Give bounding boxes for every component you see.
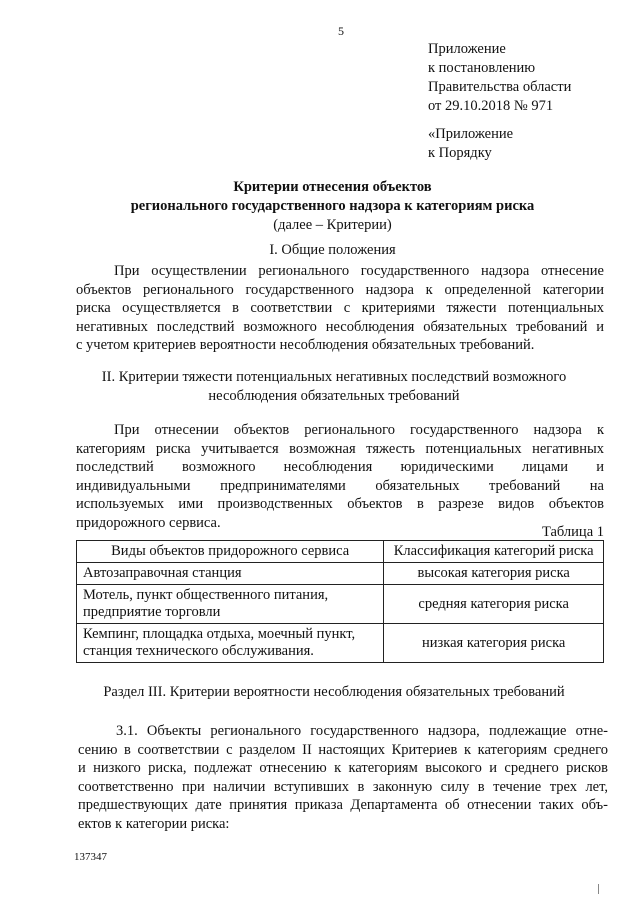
paragraph-line: последствий возможного несоблюдения юридическими лицами и (76, 459, 604, 475)
attachment-line: Приложение (428, 41, 506, 57)
paragraph-line: сению в соответствии с разделом II настоящих Критериев к категориям среднего (78, 741, 608, 758)
section-2-paragraph (76, 421, 604, 532)
section-1-paragraph (76, 262, 604, 355)
section-3-paragraph (78, 722, 608, 833)
paragraph-line: 3.1. Объекты регионального государственного надзора, подлежащие отне- (116, 723, 608, 739)
risk-category-table (76, 540, 604, 663)
paragraph-line: используемых ими производственных объектов в разрезе видов объектов (76, 496, 604, 512)
paragraph-line: и низкого риска, подлежат отнесению к категориям высокого и среднего рисков (78, 760, 608, 776)
paragraph-line: объектов регионального государственного надзора к определенной категории (76, 281, 604, 298)
object-type-cell: Кемпинг, площадка отдыха, моечный пункт, станция технического обслуживания. (77, 624, 384, 663)
risk-category-cell: низкая категория риска (384, 624, 604, 663)
paragraph-line: категориям риска учитывается возможная тяжесть потенциальных негативных (76, 440, 604, 457)
attachment-block-procedure (428, 125, 513, 163)
paragraph-line: негативных последствий возможного несоблюдения обязательных требований и (76, 318, 604, 335)
paragraph-line: соответственно при наличии вступивших в законную силу в течение трех лет, (78, 778, 608, 795)
attachment-line: от 29.10.2018 № 971 (428, 98, 554, 114)
table-caption: Таблица 1 (541, 524, 604, 540)
attachment-line: к постановлению (428, 60, 536, 76)
paragraph-line: При отнесении объектов регионального государственного надзора к (114, 422, 604, 438)
paragraph-line: придорожного сервиса. (76, 514, 221, 531)
table-row (77, 585, 604, 624)
table-header-row (77, 541, 604, 563)
risk-category-cell: средняя категория риска (384, 585, 604, 624)
table-header-cell: Виды объектов придорожного сервиса (77, 541, 384, 563)
risk-category-cell: высокая категория риска (384, 563, 604, 585)
section-2-heading (60, 368, 608, 405)
section-3-heading: Раздел III. Критерии вероятности несоблюдения обязательных требований (103, 684, 565, 700)
section-2-heading-line: несоблюдения обязательных требований (208, 387, 460, 404)
attachment-block (428, 40, 571, 116)
section-2-heading-line: II. Критерии тяжести потенциальных негативных последствий возможного (101, 369, 567, 385)
attachment-line: Правительства области (428, 79, 572, 95)
paragraph-line: с учетом критериев вероятности несоблюдения обязательных требований. (76, 337, 535, 353)
document-title-line-3: (далее – Критерии) (273, 217, 392, 233)
page-number: 5 (338, 24, 344, 38)
document-title-line-1: Критерии отнесения объектов (233, 179, 432, 195)
paragraph-line: При осуществлении регионального государственного надзора отнесение (114, 263, 604, 279)
paragraph-line: индивидуальными предпринимателями обязательных требований на (76, 477, 604, 494)
table-row (77, 624, 604, 663)
table-row (77, 563, 604, 585)
attachment-line: к Порядку (428, 145, 492, 161)
table-header-cell: Классификация категорий риска (384, 541, 604, 563)
section-1-heading: I. Общие положения (269, 242, 396, 258)
object-type-cell: Автозаправочная станция (77, 563, 384, 585)
attachment-line: «Приложение (428, 126, 514, 142)
paragraph-line: ектов к категории риска: (78, 815, 230, 832)
paragraph-line: предшествующих дате принятия приказа Департамента об отнесении таких объ- (78, 797, 608, 813)
paragraph-line: риска осуществляется в соответствии с критериями тяжести потенциальных (76, 300, 604, 316)
document-title-line-2: регионального государственного надзора к категориям риска (130, 198, 535, 214)
document-code: 137347 (74, 851, 107, 863)
scan-edge-mark (598, 884, 599, 894)
object-type-cell: Мотель, пункт общественного питания, предприятие торговли (77, 585, 384, 624)
